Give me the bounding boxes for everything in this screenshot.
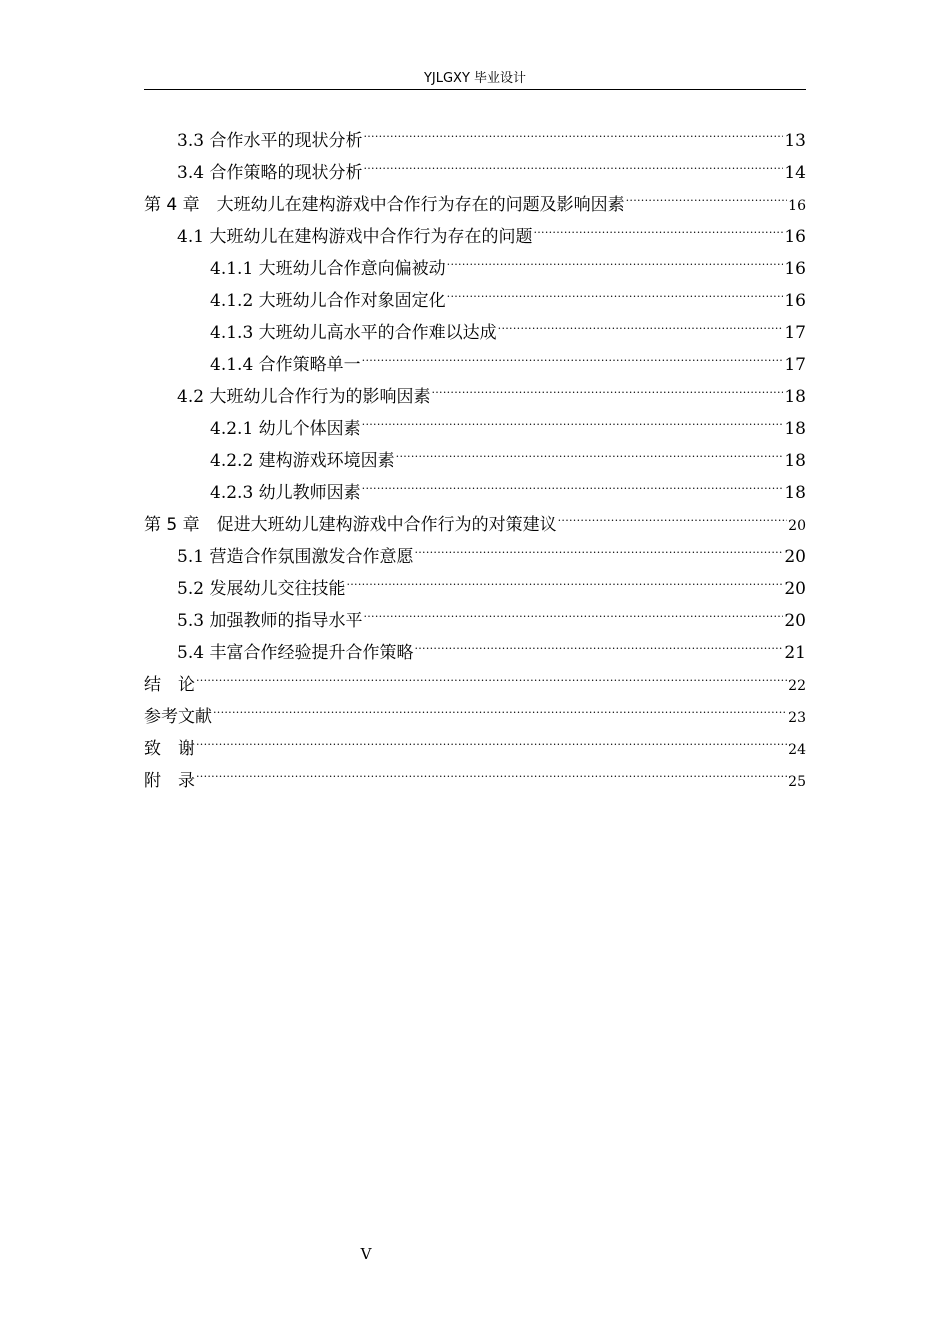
page-number: V [360,1245,372,1263]
toc-entry-title: 4.2.1 幼儿个体因素 [210,419,361,439]
toc-dot-leader [362,468,784,498]
toc-entry-page-number: 20 [788,518,806,534]
toc-entry-title: 4.2.2 建构游戏环境因素 [210,451,395,471]
toc-entry[interactable] [177,148,806,183]
toc-dot-leader [196,756,787,786]
toc-entry[interactable] [144,180,806,215]
toc-entry-title: 4.2 大班幼儿合作行为的影响因素 [177,387,431,407]
toc-entry[interactable] [177,372,806,407]
toc-entry-title: 参考文献 [144,707,212,727]
toc-dot-leader [363,596,783,626]
toc-entry-page-number: 16 [784,259,806,279]
toc-dot-leader [362,404,784,434]
header-rule [144,89,806,90]
toc-entry[interactable] [210,276,806,311]
toc-entry-page-number: 18 [784,483,806,503]
toc-entry-title: 第 5 章 促进大班幼儿建构游戏中合作行为的对策建议 [144,515,557,535]
toc-entry[interactable] [210,404,806,439]
toc-entry-page-number: 17 [784,355,806,375]
toc-entry-title: 5.4 丰富合作经验提升合作策略 [177,643,414,663]
toc-entry-page-number: 21 [784,643,806,663]
toc-dot-leader [447,244,784,274]
toc-entry[interactable] [210,244,806,279]
toc-entry-title: 结 论 [144,675,195,695]
toc-entry[interactable] [144,724,806,759]
toc-entry[interactable] [144,756,806,791]
toc-entry-title: 4.1 大班幼儿在建构游戏中合作行为存在的问题 [177,227,533,247]
toc-entry[interactable] [144,500,806,535]
toc-dot-leader [626,180,788,210]
toc-entry[interactable] [210,308,806,343]
toc-dot-leader [431,372,783,402]
toc-entry-title: 5.2 发展幼儿交往技能 [177,579,346,599]
toc-entry[interactable] [144,660,806,695]
toc-entry-title: 4.1.2 大班幼儿合作对象固定化 [210,291,446,311]
toc-dot-leader [196,660,787,690]
toc-dot-leader [533,212,783,242]
toc-entry-page-number: 16 [784,291,806,311]
toc-dot-leader [196,724,787,754]
toc-entry-page-number: 22 [788,678,806,694]
toc-entry-title: 4.1.3 大班幼儿高水平的合作难以达成 [210,323,497,343]
toc-dot-leader [558,500,788,530]
toc-entry-title: 4.1.1 大班幼儿合作意向偏被动 [210,259,446,279]
toc-entry-page-number: 17 [784,323,806,343]
toc-entry-page-number: 13 [784,131,806,151]
toc-dot-leader [447,276,784,306]
toc-entry-title: 附 录 [144,771,195,791]
page-header: YJLGXY 毕业设计 [423,71,527,86]
toc-entry-page-number: 16 [784,227,806,247]
toc-entry[interactable] [177,564,806,599]
toc-entry-title: 4.1.4 合作策略单一 [210,355,361,375]
toc-entry-page-number: 20 [784,547,806,567]
toc-dot-leader [363,116,783,146]
toc-entry-page-number: 20 [784,579,806,599]
toc-entry-title: 第 4 章 大班幼儿在建构游戏中合作行为存在的问题及影响因素 [144,195,625,215]
toc-dot-leader [363,148,783,178]
toc-entry-title: 5.3 加强教师的指导水平 [177,611,363,631]
toc-dot-leader [362,340,784,370]
toc-entry-title: 5.1 营造合作氛围激发合作意愿 [177,547,414,567]
toc-entry-page-number: 18 [784,387,806,407]
toc-entry-page-number: 23 [788,710,806,726]
toc-entry[interactable] [177,596,806,631]
toc-entry[interactable] [177,628,806,663]
toc-entry[interactable] [177,532,806,567]
toc-entry-page-number: 18 [784,419,806,439]
toc-dot-leader [498,308,784,338]
toc-entry[interactable] [144,692,806,727]
toc-entry-title: 3.3 合作水平的现状分析 [177,131,363,151]
toc-entry[interactable] [210,436,806,471]
toc-dot-leader [346,564,783,594]
toc-dot-leader [396,436,784,466]
toc-entry-title: 致 谢 [144,739,195,759]
toc-entry[interactable] [210,468,806,503]
toc-entry-page-number: 18 [784,451,806,471]
toc-dot-leader [414,532,783,562]
toc-dot-leader [213,692,787,722]
toc-dot-leader [414,628,783,658]
toc-entry[interactable] [210,340,806,375]
toc-entry-title: 3.4 合作策略的现状分析 [177,163,363,183]
toc-entry-page-number: 25 [788,774,806,790]
toc-entry[interactable] [177,212,806,247]
toc-entry-page-number: 20 [784,611,806,631]
toc-entry-page-number: 24 [788,742,806,758]
toc-entry[interactable] [177,116,806,151]
toc-entry-page-number: 14 [784,163,806,183]
toc-entry-page-number: 16 [788,198,806,214]
toc-entry-title: 4.2.3 幼儿教师因素 [210,483,361,503]
